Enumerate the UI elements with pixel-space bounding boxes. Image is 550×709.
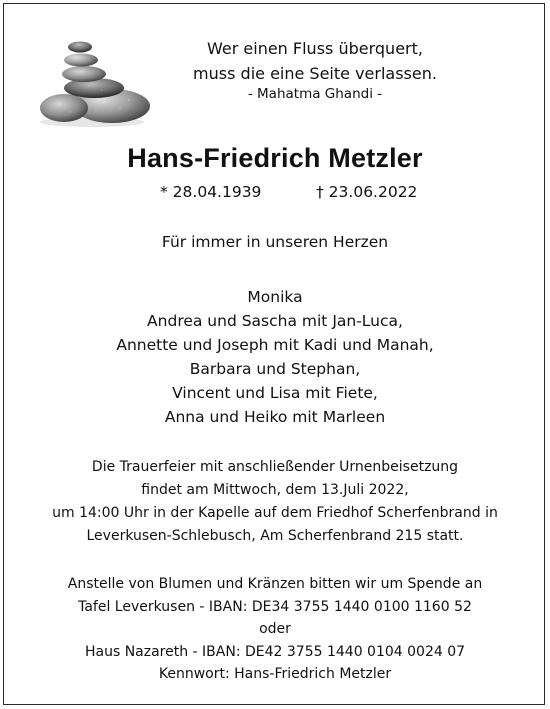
mourner-line: Annette und Joseph mit Kadi und Manah, (116, 336, 434, 354)
ceremony-line: Die Trauerfeier mit anschließender Urnenbeisetzung (91, 459, 459, 475)
quote-author: - Mahatma Ghandi - (247, 86, 383, 102)
motto: Für immer in unseren Herzen (161, 233, 389, 251)
quote-line-1: Wer einen Fluss überquert, (207, 39, 423, 58)
quote-line-2: muss die eine Seite verlassen. (193, 64, 437, 83)
ceremony-line: Leverkusen-Schlebusch, Am Scherfenbrand 215 statt. (86, 528, 464, 544)
ceremony-line: um 14:00 Uhr in der Kapelle auf dem Friedhof Scherfenbrand in (52, 505, 498, 521)
mourner-line: Andrea und Sascha mit Jan-Luca, (147, 312, 403, 330)
donation-line: Kennwort: Hans-Friedrich Metzler (158, 666, 392, 682)
donation-line: Anstelle von Blumen und Kränzen bitten wir um Spende an (67, 576, 483, 592)
donation-line: oder (259, 621, 291, 637)
mourner-line: Monika (247, 288, 303, 306)
donation-line: Tafel Leverkusen - IBAN: DE34 3755 1440 0100 1160 52 (78, 599, 472, 615)
death-date: † 23.06.2022 (316, 183, 418, 201)
mourner-line: Barbara und Stephan, (189, 360, 361, 378)
donation-line: Haus Nazareth - IBAN: DE42 3755 1440 0104 0024 07 (84, 644, 466, 660)
mourner-line: Anna und Heiko mit Marleen (164, 408, 386, 426)
mourner-line: Vincent und Lisa mit Fiete, (172, 384, 378, 402)
ceremony-line: findet am Mittwoch, dem 13.Juli 2022, (141, 482, 409, 498)
birth-date: * 28.04.1939 (160, 183, 262, 201)
deceased-name: Hans-Friedrich Metzler (127, 143, 423, 173)
stacked-stones-image (34, 36, 156, 128)
